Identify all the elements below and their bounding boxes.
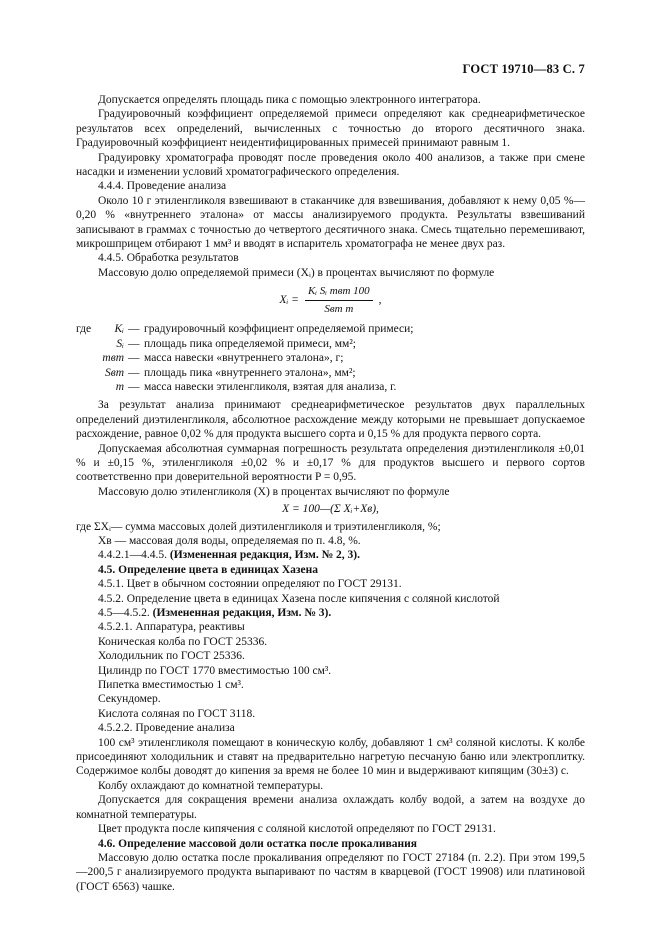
definition-line: где ΣXᵢ— сумма массовых долей диэтиленгликоля и триэтиленгликоля, %; xyxy=(76,520,441,533)
list-item: Холодильник по ГОСТ 25336. xyxy=(98,650,245,663)
paragraph: Цвет продукта после кипячения с соляной кислотой определяют по ГОСТ 29131. xyxy=(98,823,496,836)
definition-row: m — масса навески этиленгликоля, взятая для анализа, г. xyxy=(76,380,585,394)
definition-symbol: Kᵢ xyxy=(114,323,124,336)
definition-symbol: Sᵢ xyxy=(116,337,124,350)
where-label: где xyxy=(76,323,92,336)
definition-text: площадь пика определяемой примеси, мм²; xyxy=(144,337,356,350)
paragraph: 4.5.2. Определение цвета в единицах Хазена после кипячения с соляной кислотой xyxy=(98,592,500,605)
definition-text: масса навески «внутреннего эталона», г; xyxy=(144,352,344,365)
revision-note xyxy=(76,606,585,620)
paragraph: За результат анализа принимают среднеарифметическое результатов двух параллельных определений диэтиленгликоля, абсолютное расхождение между которыми не превышает допускаемое расхождение, равное 0,02 % для продукта высшего сорта и 0,15 % для продукта первого сорта. xyxy=(76,399,585,441)
paragraph: Около 10 г этиленгликоля взвешивают в стаканчике для взвешивания, добавляют к нему 0,05 %—0,20 % «внутреннего эталона» от массы анализируемого продукта. Результаты взвешиваний записывают в граммах с точностью до четвертого десятичного знака. Смесь тщательно перемешивают, микрошприцем отбирают 1 мм³ и вводят в испаритель хроматографа не менее двух раз. xyxy=(76,194,585,251)
formula-tail: , xyxy=(378,293,382,306)
paragraph: Массовую долю определяемой примеси (Xᵢ) в процентах вычисляют по формуле xyxy=(98,266,495,279)
revision-range: 4.5—4.5.2. xyxy=(98,607,150,619)
document-body xyxy=(76,93,585,894)
revision-range: 4.4.2.1—4.4.5. xyxy=(98,549,167,562)
paragraph: 100 см³ этиленгликоля помещают в коническую колбу, добавляют 1 см³ соляной кислоты. К колбе присоединяют холодильник и ставят на предварительно нагретую песчаную баню или электроплитку. Содержимое колбы доводят до кипения за время не более 10 мин и выдерживают кипящим (30±3) с. xyxy=(76,736,585,778)
paragraph: Массовую долю этиленгликоля (X) в процентах вычисляют по формуле xyxy=(98,485,450,498)
section-heading: 4.6. Определение массовой доли остатка после прокаливания xyxy=(98,837,418,850)
definitions-list xyxy=(76,322,585,394)
revision-text: (Измененная редакция, Изм. № 2, 3). xyxy=(169,549,361,562)
list-item: Секундомер. xyxy=(98,693,161,706)
section-heading: 4.4.5. Обработка результатов xyxy=(98,252,239,265)
page-header: ГОСТ 19710—83 С. 7 xyxy=(462,62,585,76)
list-item: Коническая колба по ГОСТ 25336. xyxy=(98,635,268,648)
revision-text: (Измененная редакция, Изм. № 3). xyxy=(152,607,332,619)
section-heading: 4.4.4. Проведение анализа xyxy=(98,180,227,193)
list-item: Пипетка вместимостью 1 см³. xyxy=(98,679,244,692)
paragraph: Градуировочный коэффициент определяемой примеси определяют как среднеарифметическое результатов всех определений, вычисленных с точностью до второго десятичного знака. Градуировочный коэффициент неидентифицированных примесей принимают равным 1. xyxy=(76,108,585,150)
paragraph: Колбу охлаждают до комнатной температуры. xyxy=(98,779,324,792)
list-item: Цилиндр по ГОСТ 1770 вместимостью 100 см³. xyxy=(98,664,332,677)
definition-symbol: m xyxy=(115,380,124,393)
definition-text: площадь пика «внутреннего эталона», мм²; xyxy=(144,366,356,379)
formula-numerator: Kᵢ Sᵢ mвт 100 xyxy=(305,284,373,300)
section-heading: 4.5.2.1. Аппаратура, реактивы xyxy=(98,621,245,634)
definition-row: Sᵢ — площадь пика определяемой примеси, мм²; xyxy=(76,337,585,351)
formula-impurity xyxy=(76,284,585,316)
definition-line: Xв — массовая доля воды, определяемая по п. 4.8, %. xyxy=(98,534,361,547)
definition-row: где Kᵢ — градуировочный коэффициент определяемой примеси; xyxy=(76,322,585,336)
list-item: Кислота соляная по ГОСТ 3118. xyxy=(98,707,256,720)
definition-symbol: Sвт xyxy=(104,366,124,379)
definition-symbol: mвт xyxy=(102,352,124,365)
paragraph: Допускаемая абсолютная суммарная погрешность результата определения диэтиленгликоля ±0,01 % и ±0,15 %, этиленгликоля ±0,02 % и ±0,17 % для продуктов высшего и первого сортов соответственно при доверительной вероятности P = 0,95. xyxy=(76,442,585,484)
definition-text: градуировочный коэффициент определяемой примеси; xyxy=(144,323,414,336)
definition-row: mвт — масса навески «внутреннего эталона», г; xyxy=(76,351,585,365)
definition-text: масса навески этиленгликоля, взятая для анализа, г. xyxy=(144,380,397,393)
paragraph: Допускается определять площадь пика с помощью электронного интегратора. xyxy=(98,94,481,106)
formula-ethylene-glycol: X = 100—(Σ Xᵢ+Xв), xyxy=(282,503,379,516)
paragraph: Допускается для сокращения времени анализа охлаждать колбу водой, а затем на воздухе до комнатной температуры. xyxy=(76,794,585,821)
paragraph: 4.5.1. Цвет в обычном состоянии определяют по ГОСТ 29131. xyxy=(98,578,402,591)
section-heading: 4.5. Определение цвета в единицах Хазена xyxy=(98,563,318,576)
revision-note xyxy=(76,548,585,562)
paragraph: Массовую долю остатка после прокаливания определяют по ГОСТ 27184 (п. 2.2). При этом 199,5—200,5 г анализируемого продукта выпаривают по частям в кварцевой (ГОСТ 19908) или платиновой (ГОСТ 6563) чашке. xyxy=(76,851,585,893)
section-heading: 4.5.2.2. Проведение анализа xyxy=(98,722,235,735)
formula-denominator: Sвт m xyxy=(324,302,354,315)
definition-row: Sвт — площадь пика «внутреннего эталона», мм²; xyxy=(76,366,585,380)
paragraph: Градуировку хроматографа проводят после проведения около 400 анализов, а также при смене насадки и изменении условий хроматографического определения. xyxy=(76,151,585,179)
formula-lhs: Xᵢ = xyxy=(279,293,299,306)
